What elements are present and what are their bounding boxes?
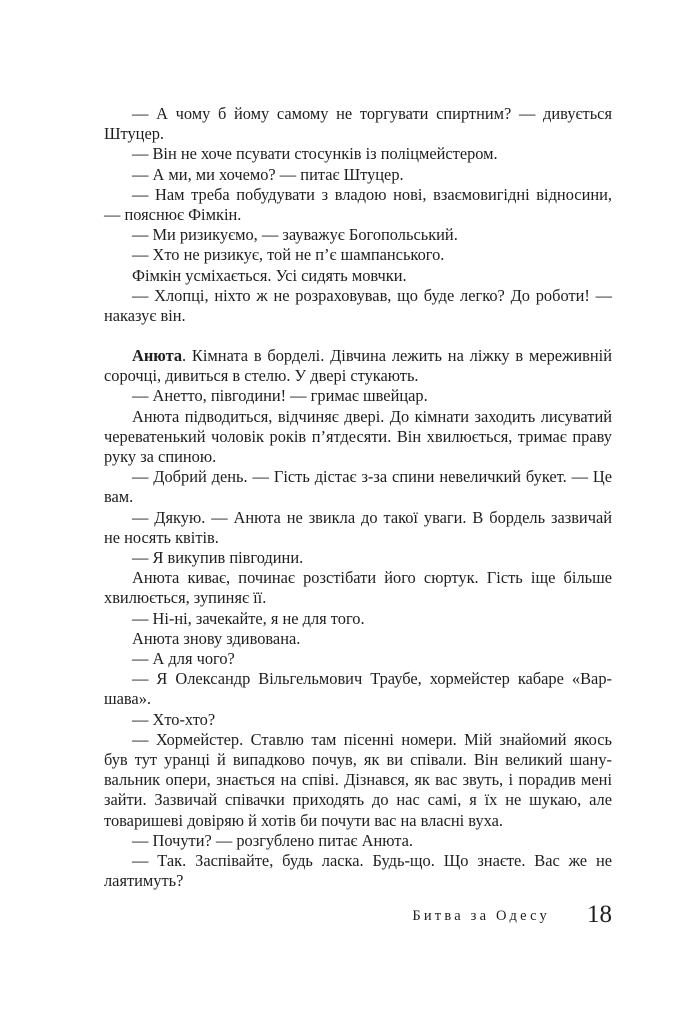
paragraph: — Ми ризикуємо, — зауважує Богопольський. [132,225,458,245]
scene-opening-paragraph [104,346,612,386]
paragraph: — Добрий день. — Гість дістає з-за спини невеличкий букет. — Це вам. [104,467,612,507]
paragraph: — Дякую. — Анюта не звикла до такої уваги. В бордель зазвичай не носять квітів. [104,507,612,547]
page-number: 18 [587,901,612,928]
paragraph: — А чому б йому самому не торгувати спиртним? — дивується Штуцер. [104,104,612,144]
section-dialogue-1 [104,104,612,326]
paragraph: — Хто не ризикує, той не п’є шампанського. [132,245,445,265]
paragraph: — Хлопці, ніхто ж не розраховував, що буде легко? До роботи! — наказує він. [104,285,612,326]
character-name: Анюта [132,346,183,365]
paragraph: Анюта киває, починає розстібати його сюртук. Гість іще більше хвилюється, зупиняє її. [104,568,612,608]
paragraph: — Почути? — розгублено питає Анюта. [132,830,414,850]
scene-description: . Кімната в борделі. Дівчина лежить на ліжку в мереживній сорочці, дивиться в стелю. У двері стукають. [104,346,612,386]
section-scene-anyuta [104,346,612,891]
paragraph: — Хормейстер. Ставлю там пісенні номери. Мій знайомий якось був тут уранці й випадково почув, як ви співали. Він великий шанувальник опери, знається на співі. Дізнався, як вас звуть, і порадив мені зайти. Зазвичай співачки приходять до нас самі, я їх не шукаю, але товаришеві довіряю й хотів би почути вас на власні вуха. [104,729,612,830]
paragraph: — Нам треба побудувати з владою нові, взаємовигідні відносини, — пояснює Фімкін. [104,184,612,225]
page-footer [104,900,612,930]
paragraph: — Я викупив півгодини. [132,548,304,568]
paragraph: — Він не хоче псувати стосунків із поліцмейстером. [132,144,498,164]
paragraph: Анюта знову здивована. [132,628,301,648]
paragraph: — Анетто, півгодини! — гримає швейцар. [132,386,428,406]
paragraph: — Ні-ні, зачекайте, я не для того. [132,608,365,628]
paragraph: — Хто-хто? [132,709,216,729]
paragraph: — Я Олександр Вільгельмович Траубе, хормейстер кабаре «Варшава». [104,669,612,709]
paragraph: — А ми, ми хочемо? — питає Штуцер. [132,164,404,184]
paragraph: Анюта підводиться, відчиняє двері. До кімнати заходить лисуватий череватенький чоловік років п’ятдесяти. Він хвилюється, тримає праву руку за спиною. [104,406,612,467]
paragraph: Фімкін усміхається. Усі сидять мовчки. [132,265,407,285]
paragraph: — А для чого? [132,649,235,669]
running-title: Битва за Одесу [412,908,550,924]
paragraph: — Так. Заспівайте, будь ласка. Будь-що. Що знаєте. Вас же не лаятимуть? [104,851,612,891]
